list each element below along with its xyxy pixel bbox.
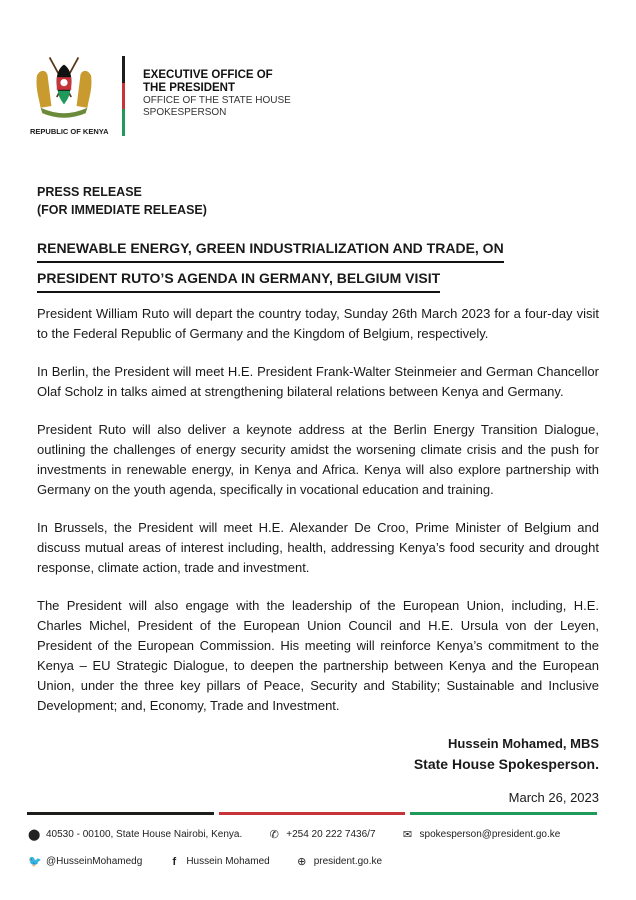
globe-icon: ⊕ — [297, 856, 307, 868]
sub-office-line-1: OFFICE OF THE STATE HOUSE — [143, 95, 291, 106]
paragraph: In Brussels, the President will meet H.E. Alexander De Croo, Prime Minister of Belgium and discuss mutual areas of interest including, health, addressing Kenya’s food security and drought response, climate action, trade and investment. — [37, 520, 599, 575]
release-label — [37, 183, 207, 219]
kenya-coat-of-arms-icon — [28, 52, 100, 124]
footer-social-row — [28, 855, 382, 869]
footer-facebook[interactable]: Hussein Mohamed — [186, 856, 270, 867]
office-line-2: THE PRESIDENT — [143, 82, 236, 94]
press-release-label: PRESS RELEASE — [37, 185, 142, 199]
email-icon: ✉ — [402, 829, 413, 841]
flag-color-bar — [122, 56, 125, 136]
republic-of-kenya-caption: REPUBLIC OF KENYA — [30, 127, 109, 136]
footer-address: 40530 - 00100, State House Nairobi, Kenya. — [46, 829, 243, 840]
sub-office-line-2: SPOKESPERSON — [143, 107, 227, 118]
footer-email[interactable]: spokesperson@president.go.ke — [419, 829, 561, 840]
release-date: March 26, 2023 — [508, 790, 599, 805]
office-heading — [143, 69, 291, 119]
office-line-1: EXECUTIVE OFFICE OF — [143, 69, 273, 81]
signatory-name: Hussein Mohamed, MBS — [448, 736, 599, 751]
twitter-icon: 🐦 — [28, 856, 42, 868]
footer-contact-row — [28, 828, 560, 842]
headline-line-1: RENEWABLE ENERGY, GREEN INDUSTRIALIZATION AND TRADE, ON — [37, 238, 504, 263]
location-pin-icon: ⬤ — [28, 829, 41, 841]
signature-block — [37, 734, 599, 774]
footer-phone[interactable]: +254 20 222 7436/7 — [286, 829, 376, 840]
paragraph: The President will also engage with the leadership of the European Union, including, H.E. Charles Michel, President of the European Union Council and H.E. Ursula von der Leyen, President of the European Commission. His meeting will reinforce Kenya’s commitment to the Kenya – EU Strategic Dialogue, to deepen the partnership between Kenya and the European Union, under the three key pillars of Peace, Security and Stability; Sustainable and Inclusive Development; and, Economy, Trade and Investment. — [37, 598, 599, 713]
headline-line-2: PRESIDENT RUTO’S AGENDA IN GERMANY, BELGIUM VISIT — [37, 268, 440, 293]
headline — [37, 238, 504, 298]
paragraph: In Berlin, the President will meet H.E. President Frank-Walter Steinmeier and German Chancellor Olaf Scholz in talks aimed at strengthening bilateral relations between Kenya and Germany. — [37, 364, 599, 399]
immediate-release-label: (FOR IMMEDIATE RELEASE) — [37, 203, 207, 217]
signatory-title: State House Spokesperson. — [413, 756, 599, 772]
release-content — [37, 304, 599, 808]
paragraph: President William Ruto will depart the country today, Sunday 26th March 2023 for a four-day visit to the Federal Republic of Germany and the Kingdom of Belgium, respectively. — [37, 306, 599, 341]
paragraph: President Ruto will also deliver a keynote address at the Berlin Energy Transition Dialogue, outlining the challenges of energy security amidst the worsening climate crisis and the push for investments in renewable energy, in Kenya and Africa. Kenya will also explore partnership with Germany on the youth agenda, specifically in vocational education and training. — [37, 422, 599, 497]
footer-website[interactable]: president.go.ke — [313, 856, 383, 867]
footer-color-bars — [27, 812, 597, 815]
whatsapp-icon: ✆ — [269, 829, 279, 841]
facebook-icon: f — [172, 856, 177, 868]
footer-twitter[interactable]: @HusseinMohamedg — [46, 856, 143, 867]
release-body — [37, 304, 599, 716]
